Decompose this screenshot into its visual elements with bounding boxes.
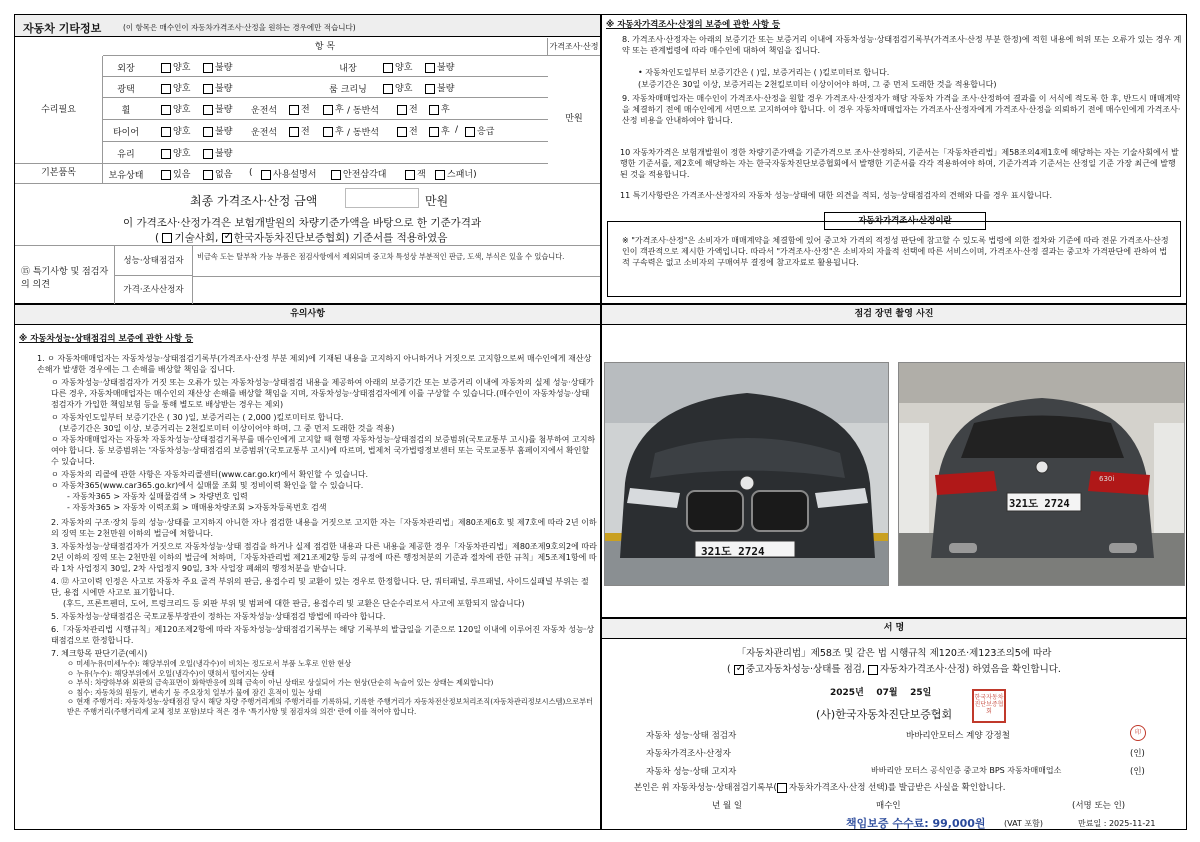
driver-label: 운전석 bbox=[251, 106, 278, 116]
row-gloss bbox=[103, 77, 548, 98]
fee-amount: 99,000원 bbox=[932, 817, 986, 830]
passenger-label: 동반석 bbox=[352, 106, 379, 116]
opt-spare: 응급 bbox=[477, 127, 495, 137]
checkbox[interactable] bbox=[425, 63, 435, 73]
opt-front: 전 bbox=[301, 105, 310, 115]
checkbox[interactable] bbox=[162, 233, 172, 243]
notice-item: 1. ㅇ 자동차매매업자는 자동차성능·상태점검기록부(가격조사·산정 부분 제외)에 기재된 내용을 고지하지 아니하거나 거짓으로 고지함으로써 매수인에게 재산상 손해가 발생한 경우에는 그 손해를 배상할 책임을 집니다. bbox=[37, 354, 592, 374]
sign-month-unit: 월 bbox=[888, 688, 898, 698]
signature-panel: 서 명 「자동차관리법」제58조 및 같은 법 시행규칙 제120조·제123조의5에 따라 ( ✓중고자동차성능·상태를 점검, 자동차가격조사·산정) 하였음을 확인합니다. 2025년 07월 25일 (사)한국자동차진단보증협회 한국자동차진단보증협회 자동차 성능·상태 점검자 바바리안모터스 계양 강정철 印 자동차가격조사·산정자 (인) 자동차 성능·상태 고지자 바바리안 모터스 공식인증 중고차 BPS 자동차매매업소 (인) 본인은 위 자동차성능·상태점검기록부( 자동차가격조사·산정 선택)를 발급받은 사실을 확인합니다. 년 월 일 매수인 (서명 또는 인) 책임보증 수수료: 99,000원 (VAT 포함) 만료일 : 2025-11-21 bbox=[601, 618, 1187, 830]
notice-item: - 자동차365 > 자동차 실매물검색 > 차량번호 입력 bbox=[67, 492, 248, 501]
sign-opt-b: 자동차가격조사·산정) 하였음을 확인합니다. bbox=[879, 664, 1061, 675]
definition-title: 자동차가격조사·산정이란 bbox=[824, 212, 986, 230]
checkbox[interactable] bbox=[383, 84, 393, 94]
fee-note: (VAT 포함) bbox=[1004, 819, 1043, 828]
repair-label: 수리필요 bbox=[15, 56, 103, 164]
checkbox-checked[interactable] bbox=[734, 665, 744, 675]
fee-line bbox=[846, 815, 986, 831]
unit-label: 만원 bbox=[565, 114, 583, 124]
price-assessor-label: 가격·조사산정자 bbox=[115, 276, 193, 304]
opt-front: 전 bbox=[409, 105, 418, 115]
para-8b: • 자동차인도일부터 보증기간은 ( )일, 보증거리는 ( )킬로미터로 합니다. bbox=[638, 68, 890, 77]
basic-label: 기본품목 bbox=[15, 164, 103, 183]
checkbox[interactable] bbox=[161, 127, 171, 137]
sign-line-1: 「자동차관리법」제58조 및 같은 법 시행규칙 제120조·제123조의5에 따라 bbox=[736, 648, 1052, 659]
opt-spanner: 스패너 bbox=[447, 170, 474, 180]
row-exterior bbox=[103, 56, 548, 77]
opt-yes: 있음 bbox=[173, 170, 191, 180]
row-tire: 타이어 양호 불량 운전석 전 후 / 동반석 전 후 / 응급 bbox=[103, 120, 548, 142]
sign-row-value: 바바리안모터스 계양 강정철 bbox=[906, 731, 1010, 741]
criteria-item: ㅇ 침수: 자동차의 원동기, 변속기 등 주요장치 일부가 물에 잠긴 흔적이 있는 상태 bbox=[67, 687, 322, 697]
final-label: 최종 가격조사·산정 금액 bbox=[190, 194, 318, 208]
notice-item: 3. 자동차성능·상태점검자가 거짓으로 자동차성능·상태 점검을 하거나 실제 점검한 내용과 다른 내용을 제공한 경우「자동차관리법」제80조제9호의2에 따라 2년 이하의 징역 또는 2천만원 이하의 벌금에 처하며,「자동차관리법 제21조제2항 등의 규정에 따른 행정처분의 기준과 절차에 관한 규칙」제5조제1항에 따라 1차 사업정지 30일, 2차 사업정지 90일, 3차 사업장 폐쇄의 행정처분을 받습니다. bbox=[51, 542, 597, 573]
para-9: 9. 자동차매매업자는 매수인이 가격조사·산정을 원할 경우 가격조사·산정자가 해당 자동차 가격을 조사·산정하여 결과를 이 서식에 적도록 한 후, 반드시 매매계약을 체결하기 전에 매수인에게 서면으로 고지하여야 합니다. 이 경우 자동차매매업자는 가격조사·산정자에게 가격조사·산정을 의뢰하기 전에 매수인에게 가격조사·산정 비용을 안내하여야 합니다. bbox=[622, 94, 1181, 125]
checkbox[interactable] bbox=[203, 84, 213, 94]
receipt-text-a: 본인은 위 자동차성능·상태점검기록부( bbox=[634, 783, 777, 793]
notice-item: 6.「자동차관리법 시행규칙」제120조제2항에 따라 자동차성능·상태점검기록부는 해당 기록부의 발급일을 기준으로 120일 이내에 이루어진 자동차 성능·상태점검으로 한정합니다. bbox=[51, 625, 595, 645]
own-label: 보유상태 bbox=[108, 171, 144, 181]
opt-good: 양호 bbox=[173, 105, 191, 115]
passenger-label: 동반석 bbox=[352, 128, 379, 138]
sign-date bbox=[830, 685, 931, 698]
notice-item: 5. 자동차성능·상태점검은 국토교통부장관이 정하는 자동차성능·상태점검 방법에 따라야 합니다. bbox=[51, 612, 386, 621]
sign-opt-a: 중고자동차성능·상태를 점검, bbox=[745, 664, 865, 675]
sign-year-unit: 년 bbox=[855, 688, 864, 698]
opt-jack: 잭 bbox=[417, 170, 426, 180]
opt-manual: 사용설명서 bbox=[273, 170, 317, 180]
criteria-list bbox=[37, 659, 597, 716]
checkbox[interactable] bbox=[397, 127, 407, 137]
sign-row-label: 자동차 성능·상태 고지자 bbox=[646, 767, 737, 777]
final-amount-input[interactable] bbox=[345, 188, 419, 208]
checkbox[interactable] bbox=[203, 105, 213, 115]
row-label: 광택 bbox=[117, 85, 135, 95]
checkbox[interactable] bbox=[323, 105, 333, 115]
row-wheel: 휠 양호 불량 운전석 전 후 / 동반석 전 후 bbox=[103, 98, 548, 120]
checkbox[interactable] bbox=[323, 127, 333, 137]
criteria-item: ㅇ 현재 주행거리: 자동차성능·상태점검 당시 해당 차량 주행거리계의 주행거리를 기록하되, 기록한 주행거리가 자동차전산정보처리조직(자동차관리정보시스템)으로부터 받은 주행거리(주행거리계 교체 정보 포함)보다 적은 경우 '특기사항 및 점검자의 의견' 란에 이를 적어야 합니다. bbox=[67, 697, 594, 716]
notice-item: (보증기간은 30일 이상, 보증거리는 2천킬로미터 이상이어야 하며, 그 중 먼저 도래한 것을 적용) bbox=[59, 424, 395, 433]
buyer-sign: (서명 또는 인) bbox=[1072, 801, 1126, 811]
section-title: 자동차 기타정보 bbox=[23, 22, 102, 35]
final-price-block: 최종 가격조사·산정 금액 만원 이 가격조사·산정가격은 보험개발원의 차량기준가액을 바탕으로 한 기준가격과 ( 기술사회, ✓ 한국자동차진단보증협회) 기준서를 적용하였음 bbox=[15, 183, 600, 241]
notice-panel bbox=[14, 304, 601, 830]
repair-table bbox=[15, 38, 600, 183]
row-label: 룸 크리닝 bbox=[329, 85, 367, 95]
receipt-date: 년 월 일 bbox=[712, 801, 743, 811]
front-car-photo bbox=[604, 362, 889, 586]
price-guarantee-panel bbox=[601, 14, 1187, 304]
photo-panel bbox=[601, 304, 1187, 618]
checkbox[interactable] bbox=[435, 170, 445, 180]
perf-inspector-label: 성능·상태점검자 bbox=[115, 246, 193, 276]
opt-bad: 불량 bbox=[215, 149, 233, 159]
definition-text: ※ "가격조사·산정"은 소비자가 매매계약을 체결함에 있어 중고차 가격의 적정성 판단에 참고할 수 있도록 법령에 의한 절차와 기준에 따라 전문 가격조사·산정인이 객관적으로 제시한 가액입니다. 따라서 "가격조사·산정"은 소비자의 자율적 선택에 따른 서비스이며, 가격조사·산정 결과는 중고차 가격판단에 관하여 법적 구속력은 없고 소비자의 구매여부 결정에 참고자료로 활용됩니다. bbox=[622, 236, 1169, 267]
price-assessor-field[interactable] bbox=[193, 276, 600, 304]
opt-front: 전 bbox=[409, 127, 418, 137]
license-plate-rear: 321도 2724 bbox=[1009, 498, 1070, 510]
checkbox[interactable] bbox=[203, 127, 213, 137]
opt-bad: 불량 bbox=[437, 63, 455, 73]
model-badge: 630i bbox=[1099, 475, 1115, 483]
license-plate-front: 321도 2724 bbox=[701, 545, 765, 558]
sign-month: 07 bbox=[876, 688, 889, 698]
opt-good: 양호 bbox=[173, 127, 191, 137]
opt-triangle: 안전삼각대 bbox=[343, 170, 387, 180]
notice-item: ㅇ 자동차인도일부터 보증기간은 ( 30 )일, 보증거리는 ( 2,000 )킬로미터로 합니다. bbox=[51, 413, 344, 422]
notice-item: ㅇ 자동차성능·상태점검자가 거짓 또는 오류가 있는 자동차성능·상태점검 내용을 제공하여 아래의 보증기간 또는 보증거리 이내에 자동차의 실제 성능·상태가 다른 경우, 자동차매매업자는 매수인의 재산상 손해를 배상할 책임을 지며, 자동차성능·상태점검자에게 이를 구상할 수 있습니다.(매수인이 자동차성능·상태점검자가 가입한 책임보험 등을 통해 별도로 배상받는 경우는 제외) bbox=[51, 378, 594, 409]
notice-item: 4. ⑫ 사고이력 인정은 사고로 자동차 주요 골격 부위의 판금, 용접수리 및 교환이 있는 경우로 한정합니다. 단, 쿼터패널, 루프패널, 사이드실패널 부위는 절단, 용접 시에만 사고로 표기합니다. bbox=[51, 577, 589, 597]
sign-day: 25 bbox=[910, 688, 923, 698]
section-header bbox=[15, 15, 600, 37]
checkbox[interactable] bbox=[429, 105, 439, 115]
sign-rows bbox=[646, 727, 1176, 781]
para-8: 8. 가격조사·산정자는 아래의 보증기간 또는 보증거리 이내에 자동차성능·상태점검기록부(가격조사·산정 부분 한정)에 적힌 내용에 허위 또는 오류가 있는 경우 계약 또는 관계법령에 따라 매수인에 대하여 책임을 집니다. bbox=[622, 35, 1182, 55]
checkbox[interactable] bbox=[161, 105, 171, 115]
notice-item: (후드, 프론트펜더, 도어, 트렁크리드 등 외판 부위 및 범퍼에 대한 판금, 용접수리 및 교환은 단순수리로서 사고에 포함되지 않습니다) bbox=[63, 599, 525, 608]
receipt-line bbox=[634, 781, 1174, 793]
notice-item: ㅇ 자동차365(www.car365.go.kr)에서 실매물 조회 및 정비이력 확인을 할 수 있습니다. bbox=[51, 481, 364, 490]
special-label: ⑮ 특기사항 및 점검자의 의견 bbox=[15, 246, 115, 304]
col-item-header: 항 목 bbox=[103, 38, 548, 56]
checkbox[interactable] bbox=[405, 170, 415, 180]
row-label: 휠 bbox=[121, 106, 131, 116]
sign-row bbox=[646, 763, 1176, 781]
opt-front: 전 bbox=[301, 127, 310, 137]
notice-title: 유의사항 bbox=[15, 305, 600, 325]
opt-good: 양호 bbox=[173, 149, 191, 159]
special-notes-block bbox=[15, 245, 600, 303]
basis-opt-b: 한국자동차진단보증협회) 기준서를 적용하였음 bbox=[233, 232, 448, 244]
opt-bad: 불량 bbox=[437, 84, 455, 94]
checkbox[interactable] bbox=[203, 63, 213, 73]
notice-heading: ※ 자동차성능·상태점검의 보증에 관한 사항 등 bbox=[19, 334, 194, 344]
basis-line-1: 이 가격조사·산정가격은 보험개발원의 차량기준가액을 바탕으로 한 기준가격과 bbox=[123, 217, 482, 229]
checkbox[interactable] bbox=[161, 149, 171, 159]
checkbox[interactable] bbox=[465, 127, 475, 137]
sign-row-label: 자동차가격조사·산정자 bbox=[646, 749, 731, 759]
rear-car-illustration bbox=[899, 363, 1185, 586]
row-label: 외장 bbox=[117, 64, 135, 74]
row-basic-items: 기본품목 보유상태 있음 없음 ( 사용설명서 안전삼각대 잭 스패너) bbox=[15, 164, 548, 183]
row-label: 유리 bbox=[117, 150, 135, 160]
opt-bad: 불량 bbox=[215, 127, 233, 137]
notice-item: ㅇ 자동차매매업자는 자동차 자동차성능·상태점검기록부를 매수인에게 고지할 때 현행 자동차성능·상태점검의 보증범위(국토교통부 고시)를 첨부하여 고지하여야 합니다. 동 보증범위는 '자동차성능·상태점검의 보증범위'(국토교통부 고시)에 따르며, 법제처 국가법령정보센터 또는 국토교통부 홈페이지에서 확인할 수 있습니다. bbox=[51, 435, 596, 466]
opt-bad: 불량 bbox=[215, 63, 233, 73]
col-price-header: 가격조사·산정 bbox=[548, 38, 600, 56]
driver-label: 운전석 bbox=[251, 128, 278, 138]
sign-row-end: (인) bbox=[1130, 767, 1145, 777]
row-glass bbox=[103, 142, 548, 164]
opt-rear: 후 bbox=[441, 105, 450, 115]
receipt-text-b: 자동차가격조사·산정 선택)를 발급받은 사실을 확인합니다. bbox=[788, 783, 1006, 793]
buyer-label: 매수인 bbox=[876, 801, 901, 811]
expire-date: 만료일 : 2025-11-21 bbox=[1078, 819, 1156, 828]
opt-bad: 불량 bbox=[215, 105, 233, 115]
sign-row-end: (인) bbox=[1130, 749, 1145, 759]
checkbox[interactable] bbox=[425, 84, 435, 94]
sign-day-unit: 일 bbox=[922, 688, 932, 698]
para-11: 11 특기사항란은 가격조사·산정자의 자동차 성능·상태에 대한 의견을 적되, 성능·상태점검자의 견해와 다를 경우 표시합니다. bbox=[620, 191, 1053, 200]
sign-row bbox=[646, 727, 1176, 745]
checkbox[interactable] bbox=[777, 783, 787, 793]
checkbox[interactable] bbox=[383, 63, 393, 73]
criteria-item: ㅇ 미세누유(미세누수): 해당부위에 오일(냉각수)이 비치는 정도로서 부품 노후로 인한 현상 bbox=[67, 659, 352, 668]
notice-item: 7. 체크항목 판단기준(예시) bbox=[51, 649, 148, 658]
checkbox[interactable] bbox=[203, 170, 213, 180]
opt-good: 양호 bbox=[395, 84, 413, 94]
perf-inspector-text: 비금속 도는 탈부착 가능 부품은 점검사항에서 제외되며 중고차 특성상 부분적인 판금, 도색, 부식은 있을 수 있습니다. bbox=[197, 252, 565, 261]
criteria-item: ㅇ 누유(누수): 해당부위에서 오일(냉각수)이 맺혀서 떨어지는 상태 bbox=[67, 668, 275, 678]
inspector-seal-icon: 印 bbox=[1130, 725, 1146, 741]
para-10: 10 자동차가격은 보험개발원이 정한 차량기준가액을 기준가격으로 조사·산정하되, 기준서는「자동차관리법」제58조의4제1호에 해당하는 자는 기술사회에서 발행한 기준서를, 제2호에 해당하는 자는 한국자동차진단보증협회에서 발행한 기준서를 각각 적용하여야 하며, 기준가격과 기준서는 산정일 기준 가장 최근에 발행된 것을 적용합니다. bbox=[620, 148, 1179, 179]
opt-rear: 후 bbox=[335, 105, 344, 115]
criteria-item: ㅇ 부식: 차량하부와 외판의 금속표면이 화학반응에 의해 금속이 아닌 상태로 상실되어 가는 현상(단순히 녹슬어 있는 상태는 제외합니다) bbox=[67, 678, 494, 687]
checkbox[interactable] bbox=[289, 127, 299, 137]
notice-item: ㅇ 자동차의 리콜에 관한 사항은 자동차리콜센터(www.car.go.kr)에서 확인할 수 있습니다. bbox=[51, 470, 369, 479]
sign-organization: (사)한국자동차진단보증협회 bbox=[816, 708, 953, 721]
checkbox[interactable] bbox=[289, 105, 299, 115]
checkbox[interactable] bbox=[161, 63, 171, 73]
notice-items bbox=[37, 353, 597, 716]
checkbox[interactable] bbox=[161, 84, 171, 94]
photo-title: 점검 장면 촬영 사진 bbox=[602, 305, 1186, 325]
checkbox[interactable] bbox=[203, 149, 213, 159]
checkbox[interactable] bbox=[261, 170, 271, 180]
checkbox[interactable] bbox=[397, 105, 407, 115]
vehicle-other-info-panel bbox=[14, 14, 601, 304]
opt-good: 양호 bbox=[395, 63, 413, 73]
basis-opt-a: 기술사회, bbox=[174, 232, 219, 244]
opt-bad: 불량 bbox=[215, 84, 233, 94]
final-unit: 만원 bbox=[425, 194, 449, 208]
checkbox[interactable] bbox=[868, 665, 878, 675]
notice-item: - 자동차365 > 자동차 이력조회 > 매매용차량조회 >자동차등록번호 검색 bbox=[67, 503, 327, 512]
checkbox[interactable] bbox=[331, 170, 341, 180]
opt-good: 양호 bbox=[173, 63, 191, 73]
guarantee-heading: ※ 자동차가격조사·산정의 보증에 관한 사항 등 bbox=[606, 20, 781, 30]
org-seal-stamp: 한국자동차진단보증협회 bbox=[972, 689, 1006, 723]
sign-row-value: 바바리안 모터스 공식인증 중고차 BPS 자동차매매업소 bbox=[871, 766, 1062, 775]
row-label: 타이어 bbox=[112, 128, 140, 138]
sign-row bbox=[646, 745, 1176, 763]
sign-row-label: 자동차 성능·상태 점검자 bbox=[646, 731, 737, 741]
signature-title: 서 명 bbox=[602, 619, 1186, 639]
opt-good: 양호 bbox=[173, 84, 191, 94]
fee-label: 책임보증 수수료: bbox=[846, 817, 929, 830]
checkbox[interactable] bbox=[429, 127, 439, 137]
opt-rear: 후 bbox=[335, 127, 344, 137]
checkbox[interactable] bbox=[161, 170, 171, 180]
section-note: (이 항목은 매수인이 자동차가격조사·산정을 원하는 경우에만 적습니다) bbox=[123, 23, 356, 32]
rear-car-photo bbox=[898, 362, 1185, 586]
checkbox-checked[interactable] bbox=[222, 233, 232, 243]
notice-item: 2. 자동차의 구조·장치 등의 성능·상태를 고지하지 아니한 자나 점검한 내용을 거짓으로 고지한 자는「자동차관리법」제80조제6호 및 제7호에 따라 2년 이하의 징역 또는 2천만원 이하의 벌금에 처합니다. bbox=[51, 518, 597, 538]
para-8c: (보증기간은 30일 이상, 보증거리는 2천킬로미터 이상이어야 하며, 그 중 먼저 도래한 것을 적용합니다) bbox=[638, 80, 997, 89]
row-label: 내장 bbox=[339, 64, 357, 74]
opt-no: 없음 bbox=[215, 170, 233, 180]
sign-year: 2025 bbox=[830, 688, 856, 698]
opt-rear: 후 bbox=[441, 127, 450, 137]
